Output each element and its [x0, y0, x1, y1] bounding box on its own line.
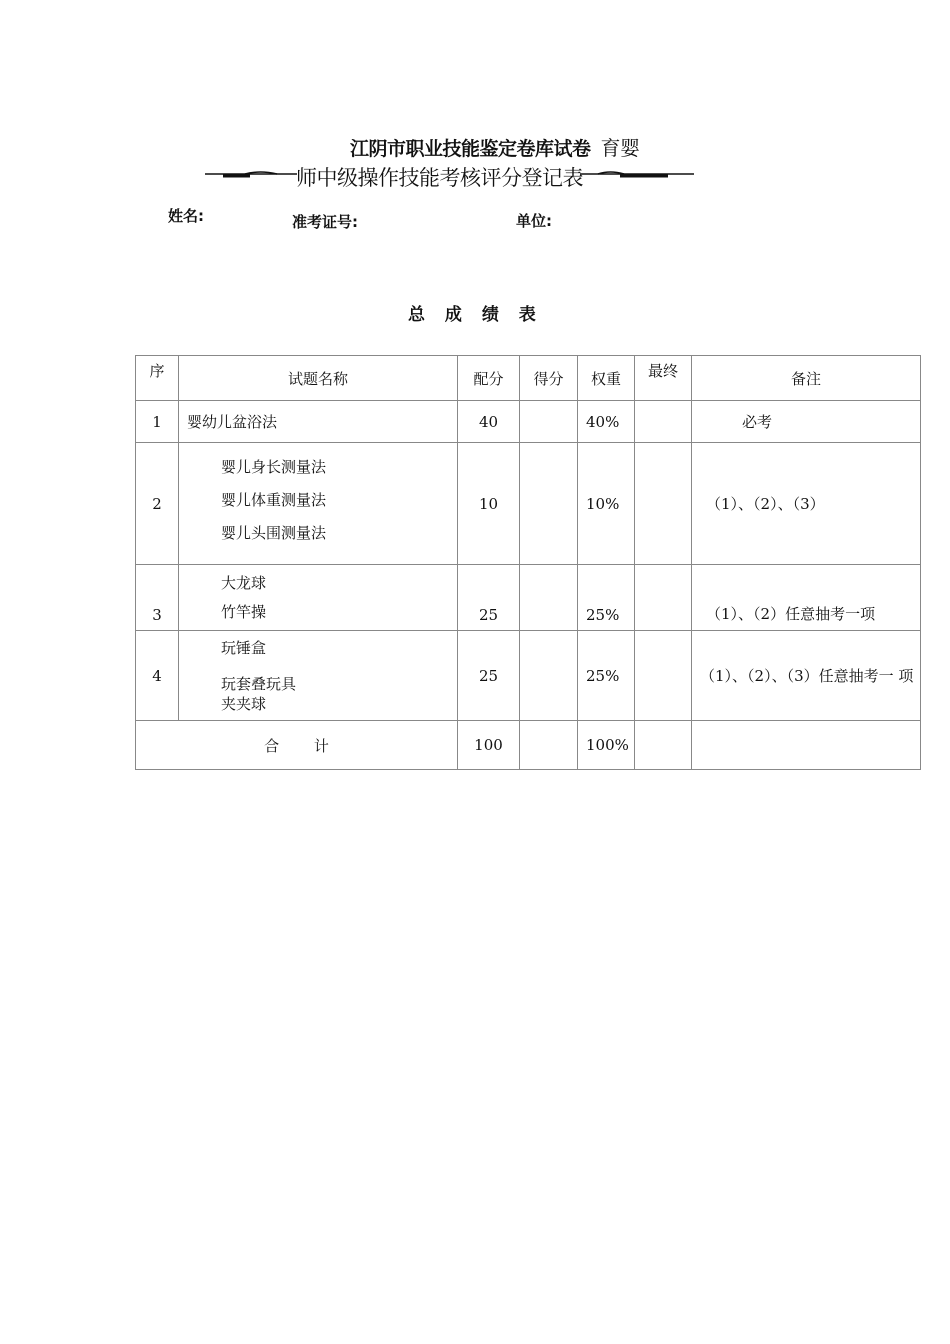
row-weight: 40% — [578, 401, 635, 443]
row-seq: 3 — [136, 565, 179, 631]
row-item: 竹竿操 — [221, 603, 267, 621]
row-got — [520, 631, 578, 721]
title-occupation: 育婴 — [600, 136, 640, 160]
total-got — [520, 721, 578, 770]
header-score: 配分 — [458, 356, 520, 401]
row-items — [179, 631, 458, 721]
row-got — [520, 401, 578, 443]
header-seq: 序 — [136, 356, 179, 401]
title-main: 江阴市职业技能鉴定卷库试卷 — [350, 138, 591, 160]
row-final — [635, 443, 692, 565]
header-final: 最终 — [635, 356, 692, 401]
row-weight: 25% — [578, 631, 635, 721]
row-item: 大龙球 — [221, 574, 267, 592]
row-note: （1）、（2）、（3） — [692, 443, 921, 565]
row-note: （1）、（2）任意抽考一项 — [692, 565, 921, 631]
total-final — [635, 721, 692, 770]
row-items — [179, 443, 458, 565]
row-item: 玩套叠玩具 — [221, 674, 297, 693]
document-title — [350, 132, 640, 161]
table-row — [136, 401, 921, 443]
summary-title: 总 成 绩 表 — [408, 305, 536, 325]
header-weight: 权重 — [578, 356, 635, 401]
header-note: 备注 — [692, 356, 921, 401]
row-item: 婴儿头围测量法 — [221, 523, 327, 542]
total-score: 100 — [458, 721, 520, 770]
table-header-row — [136, 356, 921, 401]
table-row — [136, 443, 921, 565]
unit-label: 单位: — [516, 212, 552, 230]
total-label: 合 计 — [136, 721, 458, 770]
row-item: 夹夹球 — [221, 694, 267, 713]
row-seq: 1 — [136, 401, 179, 443]
row-weight: 10% — [578, 443, 635, 565]
total-weight: 100% — [578, 721, 635, 770]
row-items — [179, 565, 458, 631]
row-got — [520, 443, 578, 565]
score-table — [135, 355, 921, 770]
row-score: 25 — [458, 631, 520, 721]
table-total-row — [136, 721, 921, 770]
row-final — [635, 631, 692, 721]
table-row — [136, 565, 921, 631]
row-score: 10 — [458, 443, 520, 565]
header-got: 得分 — [520, 356, 578, 401]
row-score: 25 — [458, 565, 520, 631]
table-row — [136, 631, 921, 721]
row-note: 必考 — [692, 401, 921, 443]
row-final — [635, 565, 692, 631]
row-item: 婴儿身长测量法 — [221, 457, 327, 476]
row-final — [635, 401, 692, 443]
document-subtitle: 师中级操作技能考核评分登记表 — [296, 166, 583, 190]
row-score: 40 — [458, 401, 520, 443]
row-item: 婴幼儿盆浴法 — [179, 401, 458, 443]
header-name: 试题名称 — [179, 356, 458, 401]
row-item: 玩锤盒 — [221, 638, 267, 657]
row-item: 婴儿体重测量法 — [221, 490, 327, 509]
title-decoration-left — [205, 168, 297, 180]
name-label: 姓名: — [168, 207, 204, 225]
row-seq: 4 — [136, 631, 179, 721]
exam-id-label: 准考证号: — [292, 213, 358, 231]
title-decoration-right — [580, 168, 694, 180]
row-note: （1）、（2）、（3）任意抽考一 项 — [692, 631, 921, 721]
row-weight: 25% — [578, 565, 635, 631]
total-note — [692, 721, 921, 770]
row-got — [520, 565, 578, 631]
row-seq: 2 — [136, 443, 179, 565]
